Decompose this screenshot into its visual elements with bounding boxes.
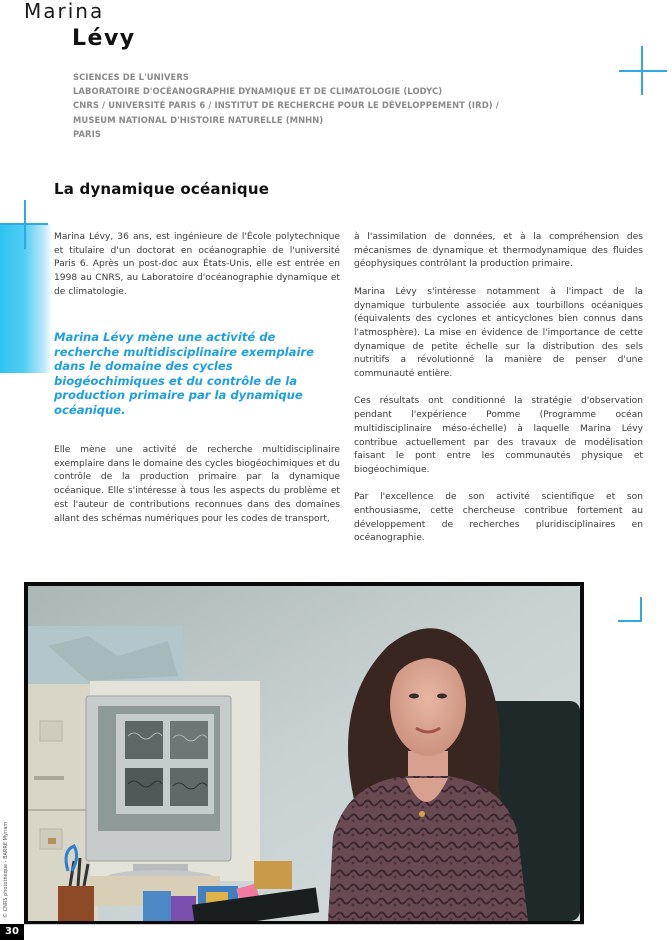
right-paragraph-4: Par l'excellence de son activité scientifique et son enthousiasme, cette chercheuse contribue fortement au développement de recherches pluridisciplinaires en océanographie. <box>354 492 643 544</box>
intro-text: Marina Lévy, 36 ans, est ingénieure de l'École polytechnique et titulaire d'un doctorat en océanographie de l'université Paris 6. Après un post-doc aux États-Unis, elle est entrée en 1998 au CNRS, au Laboratoire d'océanographie dynamique et de climatologie. <box>54 232 340 297</box>
left-body-text: Elle mène une activité de recherche multidisciplinaire exemplaire dans le domaine des cycles biogéochimiques et du contrôle de la production primaire par la dynamique océanique. Elle s'intéresse à tous les aspects du problème et est l'auteur de contributions reconnues dans des domaines allant des schémas numériques pour les codes de transport, <box>54 445 340 524</box>
affiliation-discipline: SCIENCES DE L'UNIVERS <box>73 72 190 82</box>
page-number: 30 <box>0 924 24 940</box>
portrait-photo <box>24 582 584 925</box>
pull-quote: Marina Lévy mène une activité de recherche multidisciplinaire exemplaire dans le domaine des cycles biogéochimiques et du contrôle de la production primaire par la dynamique océanique. <box>54 330 315 417</box>
last-name: Lévy <box>72 26 136 51</box>
decorative-gradient-block <box>0 224 52 373</box>
affiliation-institutions: CNRS / UNIVERSITÉ PARIS 6 / INSTITUT DE RECHERCHE POUR LE DÉVELOPPEMENT (IRD) / <box>73 100 499 111</box>
right-column <box>354 231 643 560</box>
photo-credit-text: © CNRS photothèque - BARRE Myriam <box>3 821 9 918</box>
plus-mark-left-horizontal <box>0 223 48 225</box>
affiliation-block <box>73 70 499 141</box>
postcard <box>143 891 171 921</box>
right-paragraph-3: Ces résultats ont conditionné la stratégie d'observation pendant l'expérience Pomme (Programme océan multidisciplinaire méso-échelle) à laquelle Marina Lévy contribue actuellement par des travaux de modélisation faisant le pont entre les communautés physique et biogéochimique. <box>354 396 643 475</box>
corner-mark-vertical <box>640 597 642 622</box>
intro-paragraph <box>54 231 340 313</box>
affiliation-city: PARIS <box>73 128 101 139</box>
left-body-paragraph <box>54 444 340 540</box>
bottom-rule <box>24 924 584 925</box>
section-title: La dynamique océanique <box>54 180 270 198</box>
right-paragraph-2: Marina Lévy s'intéresse notamment à l'impact de la dynamique turbulente associée aux tourbillons océaniques (équivalents des cyclones et anticyclones bien connus dans l'atmosphère). La mise en évidence de l'importance de cette dynamique de petite échelle sur la distribution des sels nutritifs a révolutionné la manière de penser d'une communauté entière. <box>354 286 643 380</box>
corner-mark-horizontal <box>618 620 642 622</box>
photo-credit <box>3 818 15 918</box>
affiliation-museum: MUSEUM NATIONAL D'HISTOIRE NATURELLE (MNHN) <box>73 114 324 125</box>
tape-dispenser <box>254 861 292 889</box>
portrait-illustration <box>28 586 580 921</box>
affiliation-laboratory: LABORATOIRE D'OCÉANOGRAPHIE DYNAMIQUE ET DE CLIMATOLOGIE (LODYC) <box>73 86 443 97</box>
first-name: Marina <box>24 0 105 23</box>
right-paragraph-1: à l'assimilation de données, et à la compréhension des mécanismes de dynamique et thermodynamique des fluides géophysiques contrôlant la production primaire. <box>354 232 643 270</box>
plus-mark-top-right-horizontal <box>619 70 667 72</box>
pen-holder <box>58 886 94 921</box>
postcard <box>171 896 196 921</box>
